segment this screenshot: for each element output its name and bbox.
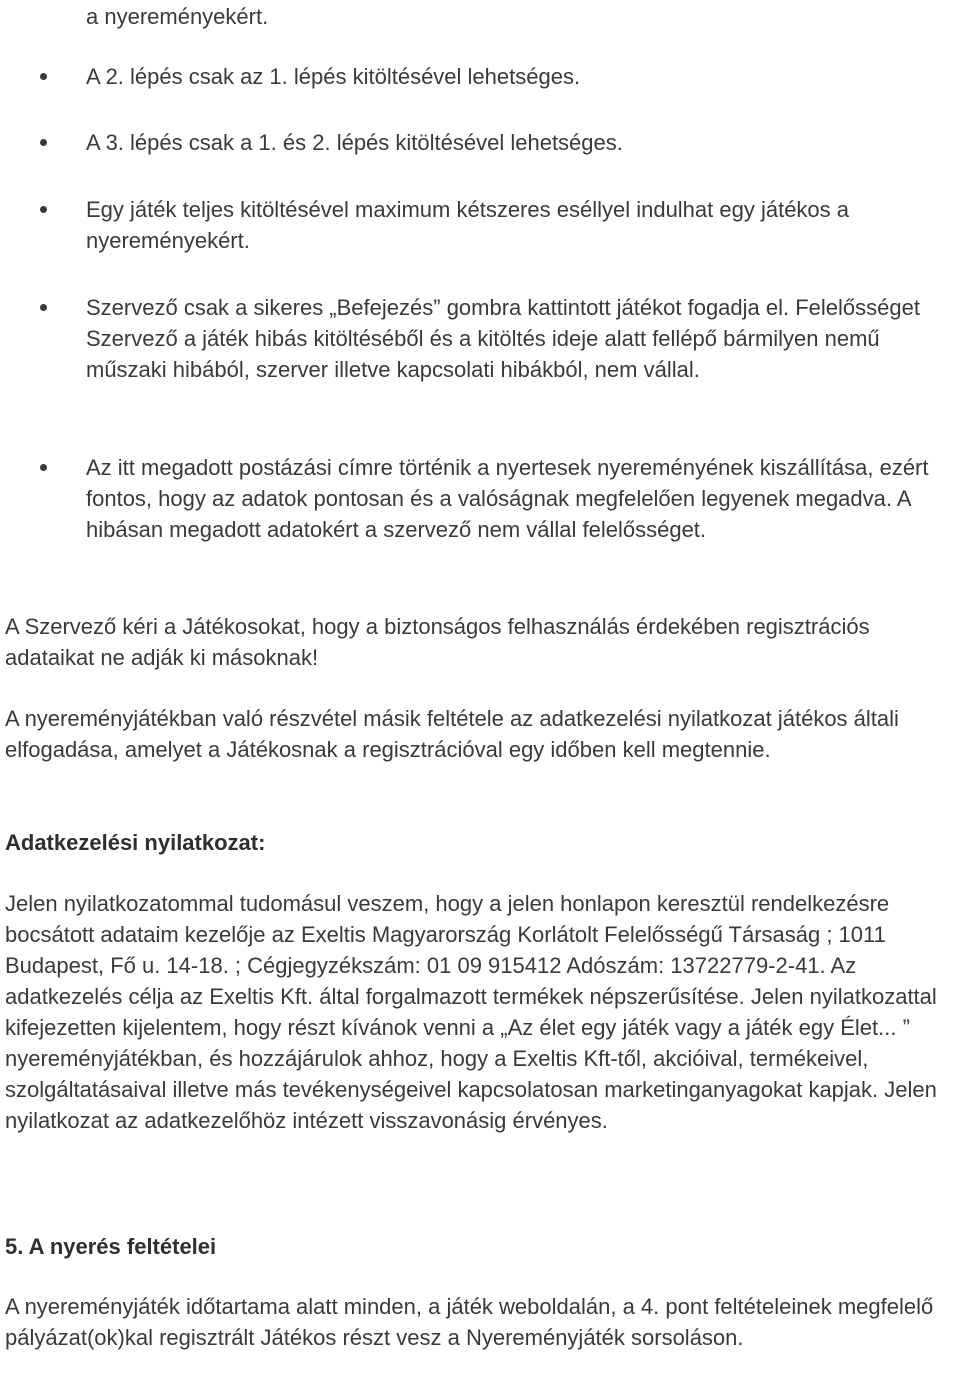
participation-paragraph: A nyereményjátékban való részvétel másik feltétele az adatkezelési nyilatkozat játékos általi elfogadása, amelyet a Játékosnak a regisztrációval egy időben kell megtennie. [5, 706, 899, 762]
winning-paragraph: A nyereményjáték időtartama alatt minden, a játék weboldalán, a 4. pont feltételeinek megfelelő pályázat(ok)kal regisztrált Játékos részt vesz a Nyereményjáték sorsoláson. [5, 1294, 934, 1350]
bullet-icon [40, 206, 47, 213]
bullet-icon [40, 73, 47, 80]
bullet-text: Az itt megadott postázási címre történik a nyertesek nyereményének kiszállítása, ezért fontos, hogy az adatok pontosan és a valóságnak megfelelően legyenek megadva. A hibásan megadott adatokért a szervező nem vállal felelősséget. [86, 455, 929, 542]
bullet-text: Egy játék teljes kitöltésével maximum kétszeres eséllyel indulhat egy játékos a nyereményekért. [86, 197, 850, 253]
bullet-item [86, 127, 956, 158]
bullet-icon [40, 304, 47, 311]
bullet-text: A 3. lépés csak a 1. és 2. lépés kitöltésével lehetséges. [86, 130, 623, 155]
continuation-text: a nyereményekért. [86, 4, 269, 29]
declaration-paragraph: Jelen nyilatkozatommal tudomásul veszem, hogy a jelen honlapon keresztül rendelkezésre bocsátott adataim kezelője az Exeltis Magyarország Korlátolt Felelősségű Társaság ; 1011 Budapest, Fő u. 14-18. ; Cégjegyzékszám: 01 09 915412 Adószám: 13722779-2-41. Az adatkezelés célja az Exeltis Kft. által forgalmazott termékek népszerűsítése. Jelen nyilatkozattal kifejezetten kijelentem, hogy részt kívánok venni a „Az élet egy játék vagy a játék egy Élet... ” nyereményjátékban, és hozzájárulok ahhoz, hogy a Exeltis Kft-től, akcióival, termékeivel, szolgáltatásaival illetve más tevékenységeivel kapcsolatosan marketinganyagokat kapjak. Jelen nyilatkozat az adatkezelőhöz intézett visszavonásig érvényes. [5, 891, 937, 1133]
data-heading: Adatkezelési nyilatkozat: [5, 830, 266, 855]
bullet-item [86, 292, 956, 385]
bullet-item [86, 194, 956, 256]
bullet-item [86, 452, 956, 545]
bullet-item [86, 61, 956, 92]
bullet-text: A 2. lépés csak az 1. lépés kitöltésével lehetséges. [86, 64, 581, 89]
bullet-text: Szervező csak a sikeres „Befejezés” gombra kattintott játékot fogadja el. Felelősséget Szervező a játék hibás kitöltéséből és a kitöltés ideje alatt fellépő bármilyen nemű műszaki hibából, szerver illetve kapcsolati hibákból, nem vállal. [86, 295, 920, 382]
bullet-icon [40, 464, 47, 471]
bullet-icon [40, 139, 47, 146]
security-paragraph: A Szervező kéri a Játékosokat, hogy a biztonságos felhasználás érdekében regisztrációs adataikat ne adják ki másoknak! [5, 614, 870, 670]
section-heading: 5. A nyerés feltételei [5, 1234, 217, 1259]
